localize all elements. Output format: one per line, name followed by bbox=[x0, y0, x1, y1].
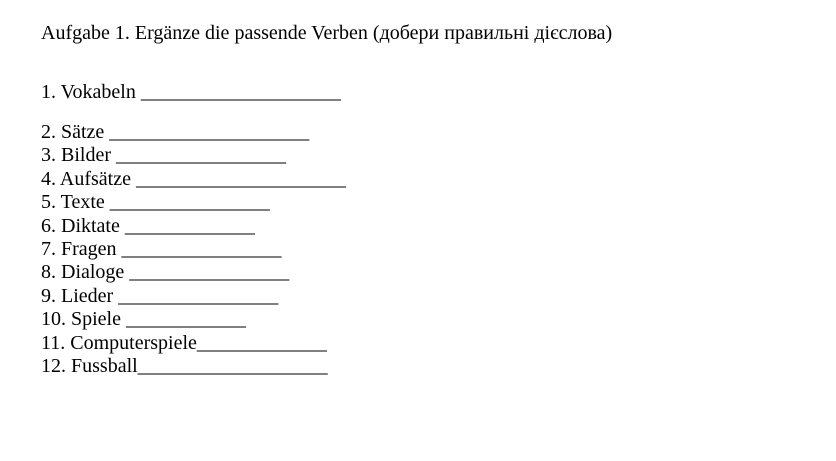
exercise-title: Aufgabe 1. Ergänze die passende Verben (добери правильні дієслова) bbox=[41, 22, 613, 44]
exercise-item-10: 10. Spiele ____________ bbox=[41, 308, 246, 331]
exercise-list bbox=[41, 121, 346, 378]
exercise-item-5: 5. Texte ________________ bbox=[41, 191, 270, 214]
exercise-item-7: 7. Fragen ________________ bbox=[41, 238, 282, 261]
exercise-item-8: 8. Dialoge ________________ bbox=[41, 261, 290, 284]
exercise-item-3: 3. Bilder _________________ bbox=[41, 144, 286, 167]
exercise-item-6: 6. Diktate _____________ bbox=[41, 214, 255, 237]
exercise-item-11: 11. Computerspiele_____________ bbox=[41, 331, 327, 354]
exercise-item-2: 2. Sätze ____________________ bbox=[41, 121, 310, 143]
exercise-item-1: 1. Vokabeln ____________________ bbox=[41, 81, 341, 103]
exercise-item-4: 4. Aufsätze _____________________ bbox=[41, 167, 346, 190]
worksheet-page bbox=[41, 0, 836, 461]
exercise-item-12: 12. Fussball___________________ bbox=[41, 355, 328, 378]
exercise-item-9: 9. Lieder ________________ bbox=[41, 284, 279, 307]
